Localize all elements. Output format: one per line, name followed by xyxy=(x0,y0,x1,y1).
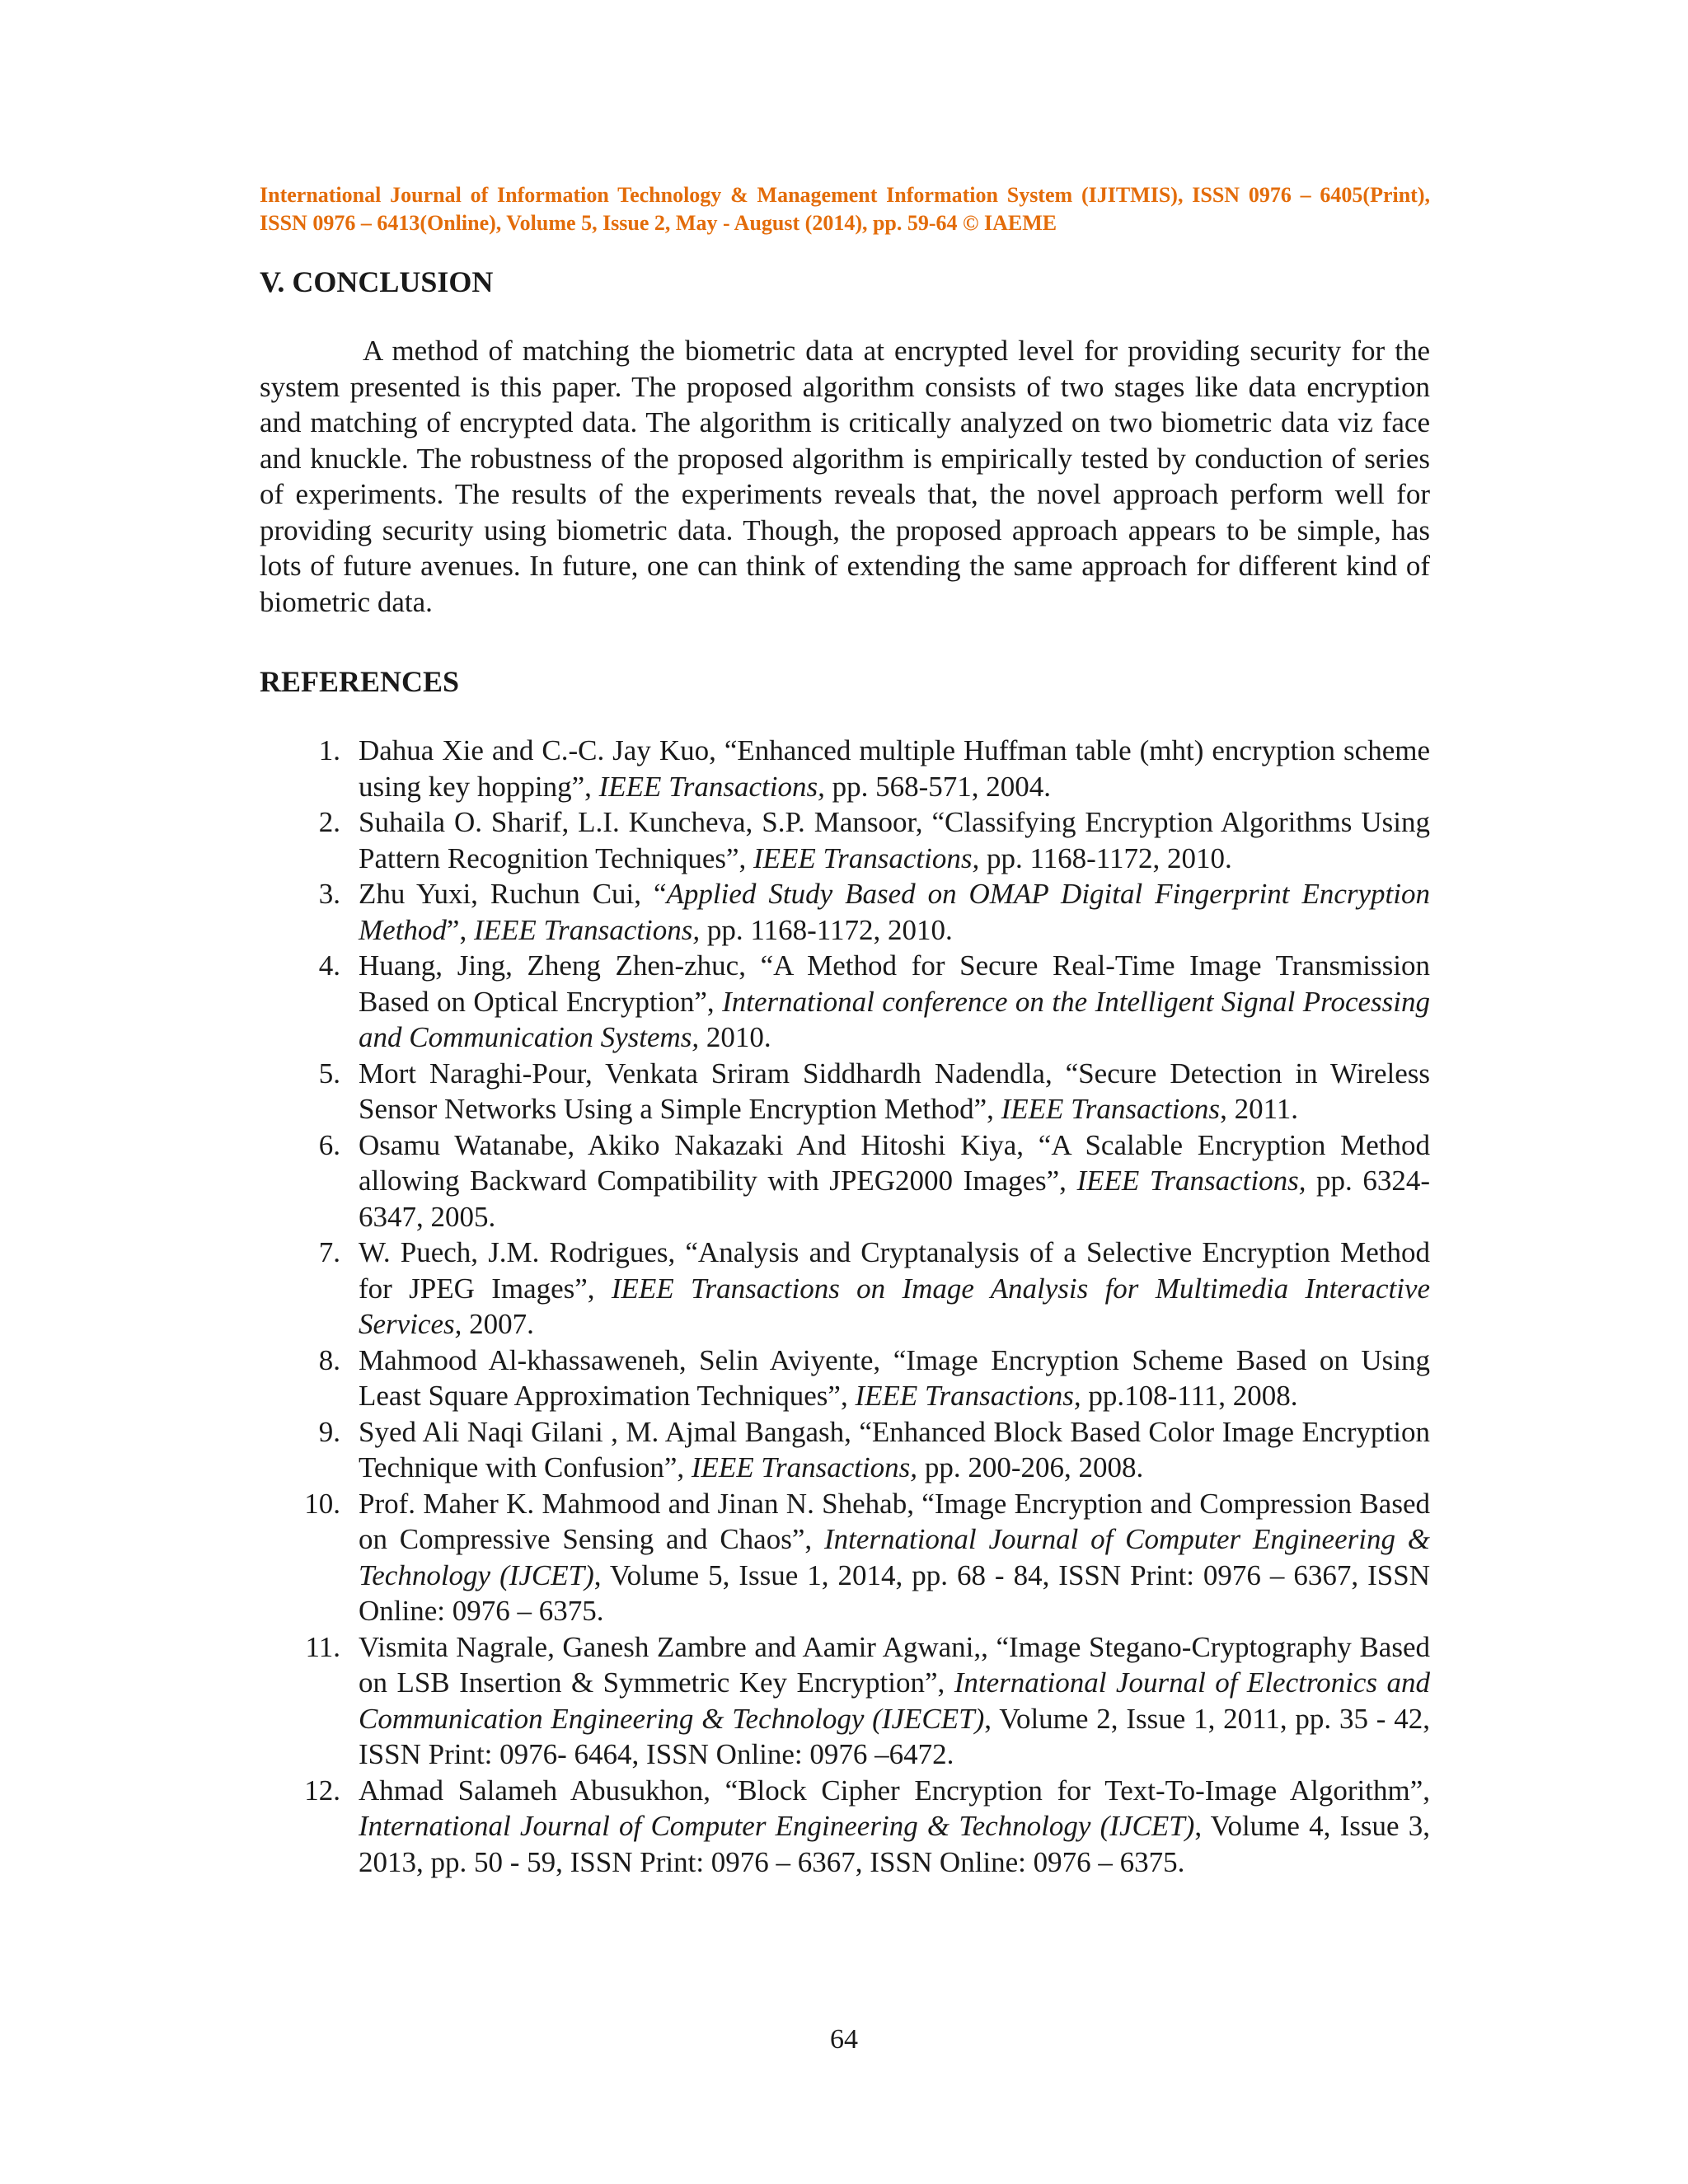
references-heading: REFERENCES xyxy=(260,665,460,698)
reference-item xyxy=(260,1486,1430,1629)
reference-text: Mahmood Al-khassaweneh, Selin Aviyente, “Image Encryption Scheme Based on Using Least Square Approximation Techniques”, IEEE Transactions, pp.108-111, 2008. xyxy=(359,1343,1430,1412)
reference-text: Dahua Xie and C.-C. Jay Kuo, “Enhanced multiple Huffman table (mht) encryption scheme using key hopping”, IEEE Transactions, pp. 568-571, 2004. xyxy=(359,734,1430,803)
reference-text: Suhaila O. Sharif, L.I. Kuncheva, S.P. Mansoor, “Classifying Encryption Algorithms Using Pattern Recognition Techniques”, IEEE Transactions, pp. 1168-1172, 2010. xyxy=(359,806,1430,874)
reference-number: 6. xyxy=(318,1128,340,1161)
reference-text: Ahmad Salameh Abusukhon, “Block Cipher Encryption for Text-To-Image Algorithm”, International Journal of Computer Engineering & Technology (IJCET), Volume 4, Issue 3, 2013, pp. 50 - 59, ISSN Print: 0976 – 6367, ISSN Online: 0976 – 6375. xyxy=(359,1774,1431,1878)
reference-number: 2. xyxy=(318,806,340,838)
reference-item xyxy=(260,876,1430,948)
reference-text: Vismita Nagrale, Ganesh Zambre and Aamir Agwani,, “Image Stegano-Cryptography Based on LSB Insertion & Symmetric Key Encryption”, International Journal of Electronics and Communication Engineering & Technology (IJECET), Volume 2, Issue 1, 2011, pp. 35 - 42, ISSN Print: 0976- 6464, ISSN Online: 0976 –6472. xyxy=(359,1630,1431,1770)
reference-number: 9. xyxy=(318,1415,340,1448)
page-number: 64 xyxy=(830,2024,858,2055)
reference-number: 12. xyxy=(304,1774,340,1807)
reference-item xyxy=(260,1235,1430,1343)
reference-text: Zhu Yuxi, Ruchun Cui, “Applied Study Based on OMAP Digital Fingerprint Encryption Method”, IEEE Transactions, pp. 1168-1172, 2010. xyxy=(359,878,1430,946)
reference-item xyxy=(260,948,1430,1056)
reference-text: Syed Ali Naqi Gilani , M. Ajmal Bangash, “Enhanced Block Based Color Image Encryption Technique with Confusion”, IEEE Transactions, pp. 200-206, 2008. xyxy=(359,1415,1430,1483)
reference-number: 7. xyxy=(318,1236,340,1268)
reference-item xyxy=(260,804,1430,876)
reference-number: 3. xyxy=(318,878,340,910)
reference-text: Huang, Jing, Zheng Zhen-zhuc, “A Method for Secure Real-Time Image Transmission Based on Optical Encryption”, International conference on the Intelligent Signal Processing and Communication Systems, 2010. xyxy=(359,949,1430,1053)
reference-item xyxy=(260,733,1430,804)
reference-item xyxy=(260,1773,1430,1881)
reference-text: Mort Naraghi-Pour, Venkata Sriram Siddhardh Nadendla, “Secure Detection in Wireless Sensor Networks Using a Simple Encryption Method”, IEEE Transactions, 2011. xyxy=(359,1057,1430,1125)
reference-text: Osamu Watanabe, Akiko Nakazaki And Hitoshi Kiya, “A Scalable Encryption Method allowing Backward Compatibility with JPEG2000 Images”, IEEE Transactions, pp. 6324-6347, 2005. xyxy=(359,1128,1430,1233)
reference-item xyxy=(260,1127,1430,1235)
reference-number: 8. xyxy=(318,1343,340,1376)
reference-list xyxy=(260,733,1430,1880)
reference-item xyxy=(260,1629,1430,1773)
reference-number: 5. xyxy=(318,1057,340,1090)
reference-number: 1. xyxy=(318,734,340,766)
reference-item xyxy=(260,1343,1430,1414)
reference-text: W. Puech, J.M. Rodrigues, “Analysis and Cryptanalysis of a Selective Encryption Method for JPEG Images”, IEEE Transactions on Image Analysis for Multimedia Interactive Services, 2007. xyxy=(359,1236,1431,1340)
page-content xyxy=(260,181,1430,1880)
reference-item xyxy=(260,1414,1430,1486)
reference-number: 4. xyxy=(318,949,340,982)
conclusion-paragraph: A method of matching the biometric data at encrypted level for providing security for the system presented is this paper. The proposed algorithm consists of two stages like data encryption and matching of encrypted data. The algorithm is critically analyzed on two biometric data viz face and knuckle. The robustness of the proposed algorithm is empirically tested by conduction of series of experiments. The results of the experiments reveals that, the novel approach perform well for providing security using biometric data. Though, the proposed approach appears to be simple, has lots of future avenues. In future, one can think of extending the same approach for different kind of biometric data. xyxy=(260,335,1430,618)
reference-number: 10. xyxy=(304,1487,340,1520)
conclusion-heading: V. CONCLUSION xyxy=(260,265,494,298)
reference-number: 11. xyxy=(305,1630,340,1663)
reference-text: Prof. Maher K. Mahmood and Jinan N. Shehab, “Image Encryption and Compression Based on Compressive Sensing and Chaos”, International Journal of Computer Engineering & Technology (IJCET), Volume 5, Issue 1, 2014, pp. 68 - 84, ISSN Print: 0976 – 6367, ISSN Online: 0976 – 6375. xyxy=(359,1487,1430,1627)
journal-header: International Journal of Information Technology & Management Information System (IJITMIS), ISSN 0976 – 6405(Print), ISSN 0976 – 6413(Online), Volume 5, Issue 2, May - August (2014), pp. 59-64 © IAEME xyxy=(260,183,1430,235)
reference-item xyxy=(260,1056,1430,1127)
